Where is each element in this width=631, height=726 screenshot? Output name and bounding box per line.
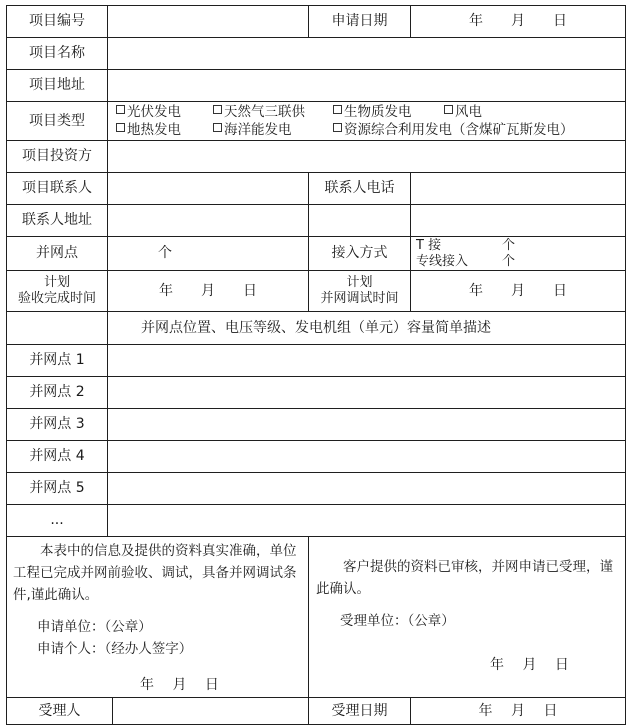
- checkbox-icon: [444, 105, 453, 114]
- option-ocean: [213, 122, 292, 138]
- apply-date-label: 申请日期: [331, 13, 388, 29]
- dedicated-line-label: 专线接入: [416, 254, 469, 269]
- applicant-date: 年 月 日: [140, 676, 219, 693]
- checkbox-icon: [116, 105, 125, 114]
- checkbox-icon: [333, 123, 342, 132]
- acceptance-date-value: 年 月 日: [159, 282, 257, 299]
- accept-date-value: 年 月 日: [490, 656, 569, 673]
- planned-grid-debug-label: [309, 271, 410, 311]
- option-resource-recycling: [333, 122, 574, 138]
- project-no-label: 项目编号: [29, 13, 85, 29]
- contact-address-label: 联系人地址: [22, 212, 92, 228]
- t-joint-unit: 个: [502, 237, 516, 253]
- access-mode-label: 接入方式: [331, 245, 388, 261]
- grid-point-2-label: 并网点 2: [29, 384, 85, 400]
- contact-label: 项目联系人: [22, 180, 92, 196]
- apply-date-value: 年 月 日: [469, 13, 567, 29]
- grid-point-4-label: 并网点 4: [29, 448, 85, 464]
- accept-date-label: 受理日期: [331, 702, 388, 719]
- applicant-unit: 申请单位：（公章）: [37, 619, 152, 635]
- option-geothermal: [116, 122, 181, 138]
- option-label: 地热发电: [127, 122, 181, 138]
- grid-point-more-label: ...: [50, 512, 64, 528]
- rule: [6, 724, 626, 725]
- plan-word: 计划: [43, 275, 70, 290]
- utility-acceptance: [316, 556, 620, 632]
- dedicated-line-unit: 个: [502, 254, 516, 269]
- review-text: 客户提供的资料已审核，并网申请已受理，谨此确认。: [316, 559, 613, 597]
- option-wind: [444, 104, 482, 120]
- accept-date-bottom-value: 年 月 日: [478, 702, 558, 719]
- project-address-label: 项目地址: [29, 77, 85, 93]
- rule: [625, 5, 626, 725]
- option-label: 资源综合利用发电（含煤矿瓦斯发电）: [344, 122, 574, 138]
- checkbox-icon: [333, 105, 342, 114]
- plan-word: 计划: [346, 275, 373, 290]
- grid-points-label: 并网点: [36, 245, 78, 261]
- project-name-label: 项目名称: [29, 45, 85, 61]
- description-header: 并网点位置、电压等级、发电机组（单元）容量简单描述: [141, 319, 491, 336]
- checkbox-icon: [213, 105, 222, 114]
- applicant-declaration: [13, 540, 303, 660]
- acceptance-time-word: 验收完成时间: [17, 291, 96, 306]
- grid-point-5-label: 并网点 5: [29, 480, 85, 496]
- applicant-person: 申请个人：（经办人签字）: [37, 641, 193, 657]
- investor-label: 项目投资方: [22, 148, 92, 164]
- contact-phone-label: 联系人电话: [324, 180, 395, 196]
- planned-acceptance-label: [7, 271, 107, 311]
- option-label: 光伏发电: [127, 104, 181, 120]
- grid-points-unit: 个: [158, 245, 172, 261]
- option-label: 风电: [455, 104, 482, 120]
- option-label: 天然气三联供: [224, 104, 305, 120]
- rule: [308, 536, 309, 725]
- t-joint-label: T 接: [416, 237, 442, 253]
- option-solar: [116, 104, 181, 120]
- declaration-text: 本表中的信息及提供的资料真实准确，单位工程已完成并网前验收、调试，具备并网调试条件,谨此确认。: [13, 543, 297, 603]
- checkbox-icon: [116, 123, 125, 132]
- rule: [112, 697, 113, 725]
- rule: [6, 536, 626, 537]
- grid-point-3-label: 并网点 3: [29, 416, 85, 432]
- grid-debug-time-word: 并网调试时间: [320, 291, 399, 306]
- option-gas-cchp: [213, 104, 305, 120]
- option-biomass: [333, 104, 412, 120]
- checkbox-icon: [213, 123, 222, 132]
- grid-debug-date-value: 年 月 日: [469, 282, 567, 299]
- project-type-label: 项目类型: [29, 112, 85, 129]
- handler-label: 受理人: [38, 702, 81, 719]
- accept-unit: 受理单位：（公章）: [340, 613, 455, 629]
- option-label: 海洋能发电: [224, 122, 292, 138]
- grid-point-1-label: 并网点 1: [29, 352, 85, 368]
- option-label: 生物质发电: [344, 104, 412, 120]
